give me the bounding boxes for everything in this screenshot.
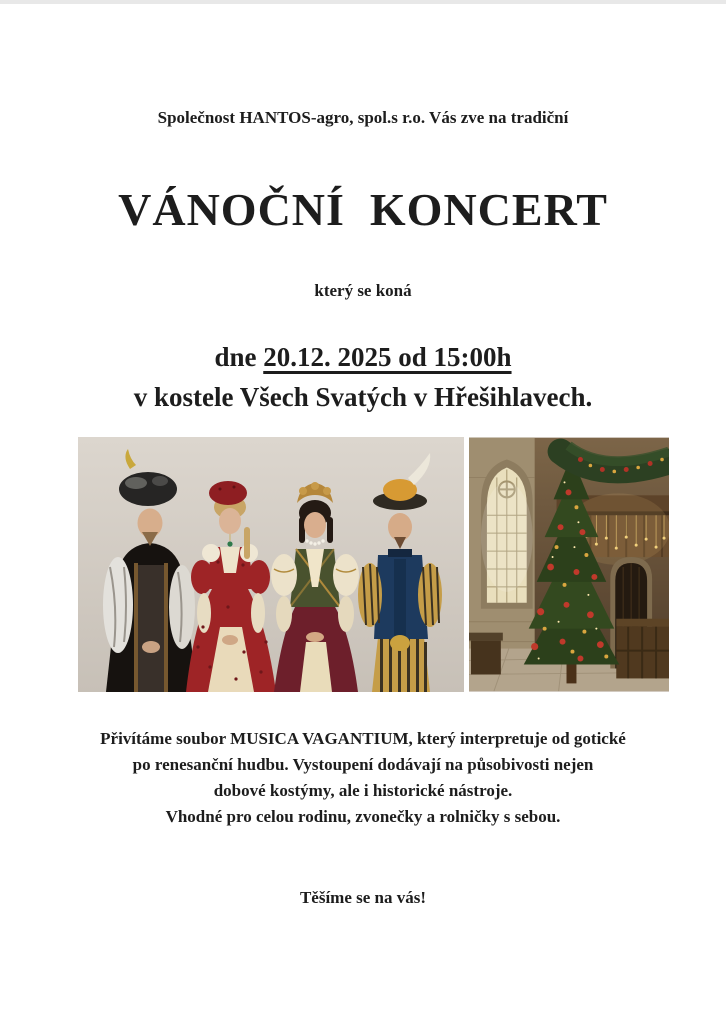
wooden-bench-right [616, 619, 669, 679]
poster-title: VÁNOČNÍ KONCERT [118, 184, 608, 235]
closing-text: Těšíme se na vás! [299, 888, 427, 907]
photo-row [78, 437, 669, 692]
date-prefix: dne [214, 342, 264, 372]
description-line: Přivítáme soubor MUSICA VAGANTIUM, který interpretuje od gotické [100, 729, 626, 748]
description [0, 726, 726, 830]
page-edge-shadow [0, 0, 726, 4]
church-photo [469, 437, 669, 692]
description-line: dobové kostýmy, ale i historické nástroje. [213, 781, 513, 800]
subtitle-text: který se koná [314, 281, 412, 300]
description-line: Vhodné pro celou rodinu, zvonečky a rolničky s sebou. [165, 807, 561, 826]
venue-line: v kostele Všech Svatých v Hřešihlavech. [133, 382, 593, 412]
description-line: po renesanční hudbu. Vystoupení dodávají na působivosti nejen [132, 755, 594, 774]
date-line [0, 339, 726, 375]
wooden-bench-left [469, 633, 503, 675]
date-time: 20.12. 2025 od 15:00h [263, 342, 512, 372]
intro-text: Společnost HANTOS-agro, spol.s r.o. Vás zve na tradiční [157, 108, 569, 127]
gothic-window [481, 460, 533, 609]
ensemble-photo [78, 437, 464, 692]
